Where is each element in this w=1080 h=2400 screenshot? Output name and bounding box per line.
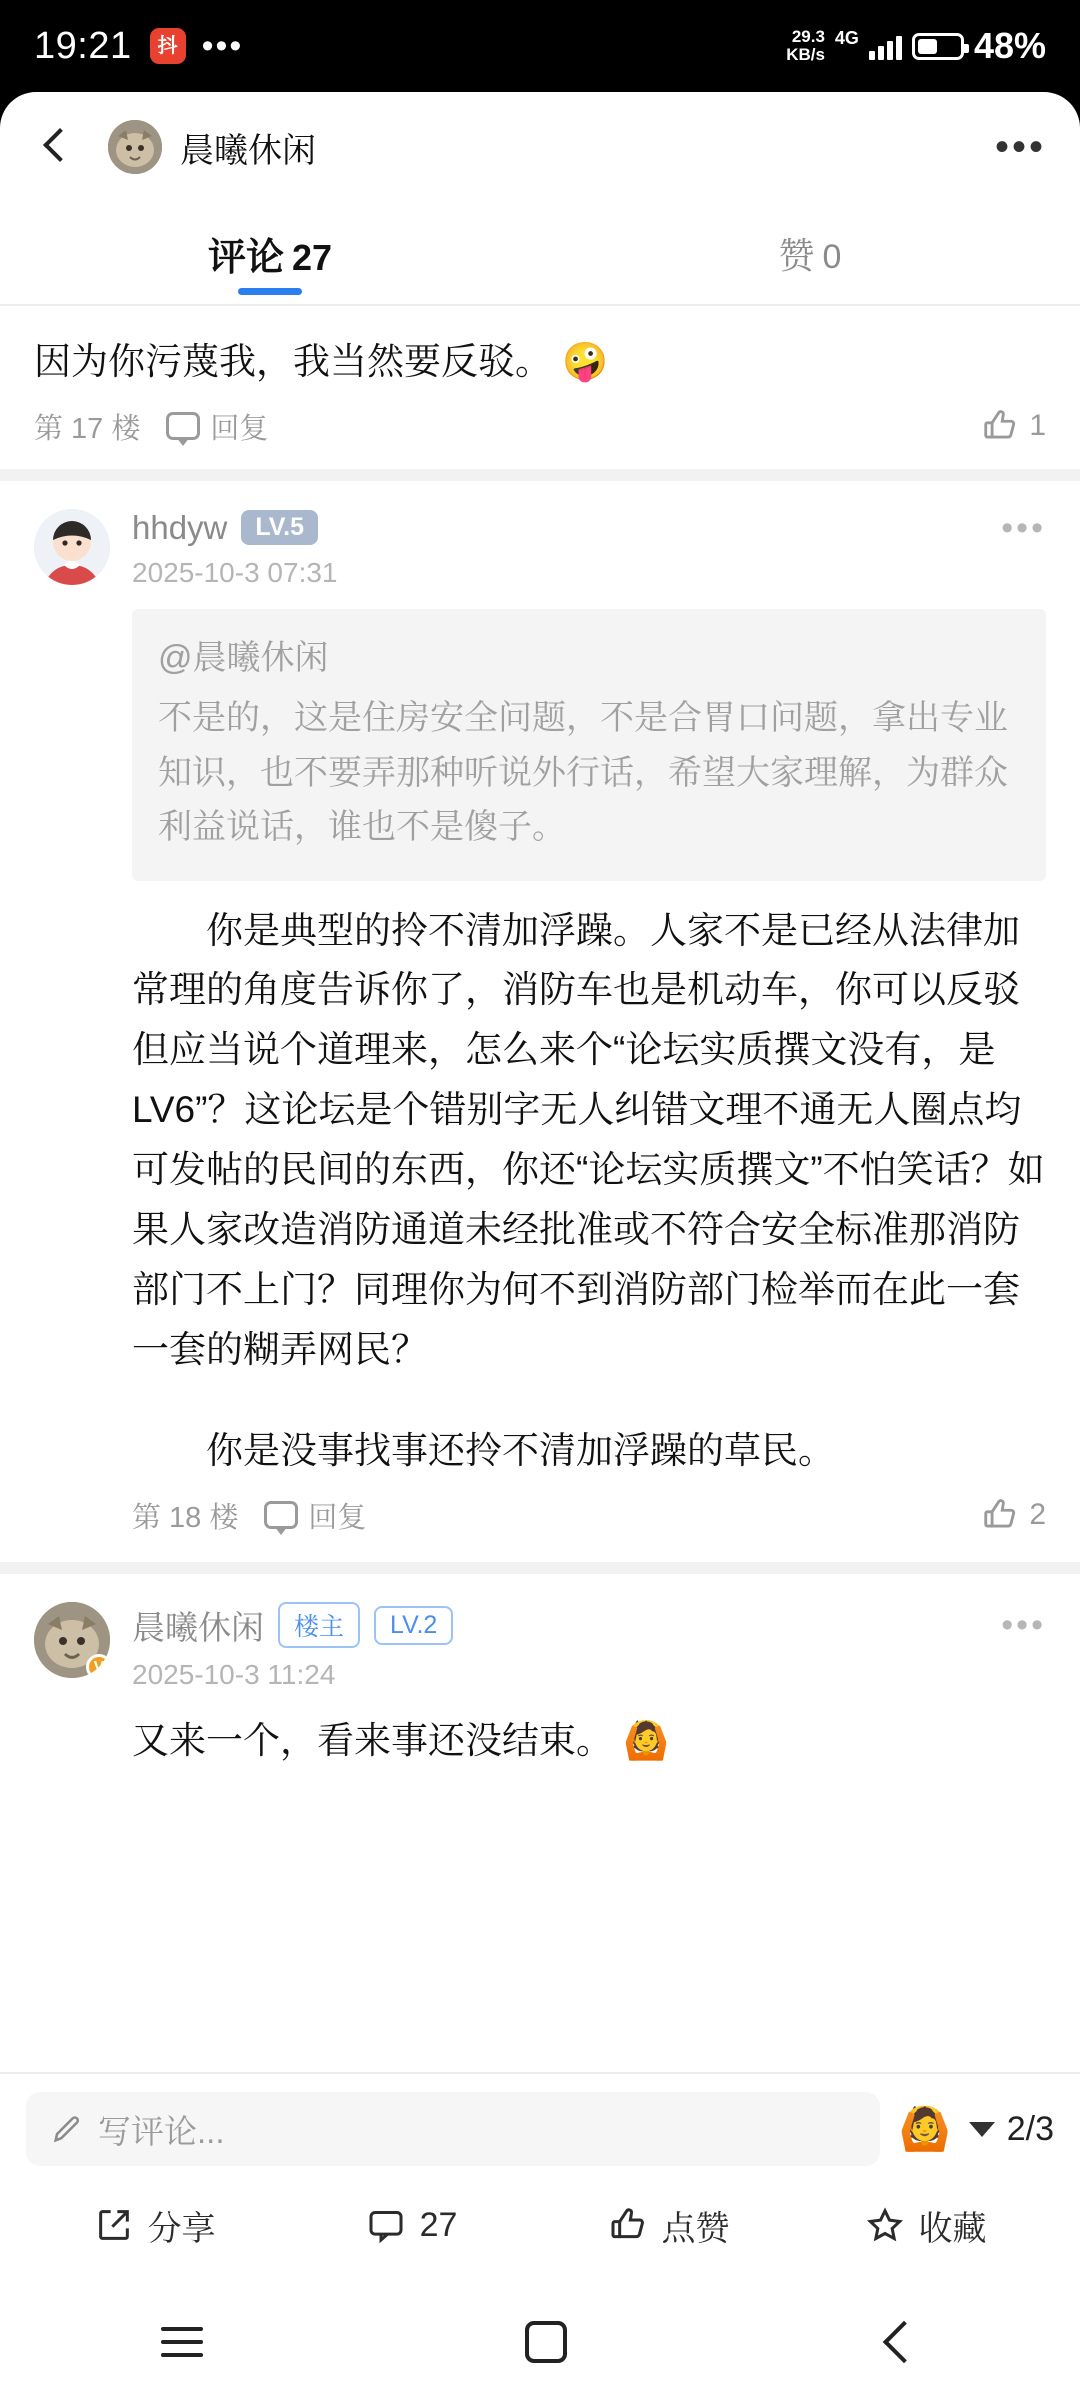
like-label: 点赞 (661, 2209, 730, 2248)
comment-time: 2025-10-3 07:31 (132, 556, 338, 588)
owner-badge-icon: V (86, 1654, 110, 1678)
commenter-name[interactable]: 晨曦休闲 (132, 1608, 264, 1646)
comment-button[interactable] (283, 2205, 540, 2245)
signal-icon (869, 32, 902, 60)
favorite-label: 收藏 (918, 2209, 987, 2248)
status-overflow-icon: ••• (201, 27, 244, 65)
tab-comments-count: 27 (291, 236, 333, 278)
like-count: 2 (1029, 1498, 1046, 1532)
comment-body (132, 1602, 1046, 1771)
star-icon (865, 2205, 905, 2245)
status-bar (0, 0, 1080, 92)
reply-label: 回复 (308, 1501, 367, 1534)
comment-more-icon[interactable]: ••• (1001, 508, 1046, 547)
quote-mention: @晨曦休闲 (158, 638, 329, 677)
avatar[interactable] (34, 1602, 110, 1678)
level-badge: LV.5 (241, 510, 318, 545)
action-bar (26, 2166, 1054, 2284)
system-nav-bar (0, 2284, 1080, 2400)
like-count: 1 (1029, 409, 1046, 443)
pencil-icon (50, 2112, 84, 2146)
thumbsup-icon (981, 407, 1019, 445)
comment-more-icon[interactable]: ••• (1001, 1606, 1046, 1645)
app-container (0, 92, 1080, 2284)
reply-icon (166, 412, 200, 440)
level-badge: LV.2 (374, 1606, 453, 1645)
page-selector[interactable] (969, 2110, 1054, 2149)
page-indicator: 2/3 (1006, 2109, 1054, 2148)
battery-percent: 48% (973, 25, 1046, 66)
tab-bar (0, 202, 1080, 306)
comment-paragraph-2: 你是没事找事还拎不清加浮躁的草民。 (206, 1429, 835, 1471)
reply-button[interactable] (264, 1495, 366, 1536)
network-speed-value: 29.3 (791, 27, 825, 47)
chevron-down-icon (969, 2122, 995, 2137)
network-speed (786, 28, 825, 64)
page-title: 晨曦休闲 (180, 131, 316, 170)
tab-comments-label: 评论 (207, 236, 284, 279)
comment-header (132, 1602, 1046, 1649)
comment-body (132, 509, 1046, 1562)
comment-item-owner[interactable] (0, 1574, 1080, 1771)
comment-count: 27 (419, 2205, 458, 2244)
thumbsup-icon (981, 1496, 1019, 1534)
tab-comments[interactable] (0, 226, 540, 281)
comment-text: 因为你污蔑我，我当然要反驳。 🤪 (34, 341, 609, 382)
like-button[interactable] (981, 407, 1046, 445)
notification-badge-icon: 抖 (150, 28, 186, 64)
comment-input[interactable] (26, 2092, 880, 2166)
comment-item-17[interactable] (0, 306, 1080, 469)
comment-input-placeholder: 写评论... (98, 2112, 225, 2150)
comment-item-18[interactable] (0, 481, 1080, 1562)
reply-icon (264, 1501, 298, 1529)
comment-feed[interactable] (0, 306, 1080, 2284)
tab-likes-label: 赞 (778, 234, 815, 276)
reply-label: 回复 (210, 412, 269, 445)
menu-icon[interactable] (161, 2327, 203, 2357)
like-button[interactable] (981, 1496, 1046, 1534)
comment-paragraph-1: 你是典型的拎不清加浮躁。人家不是已经从法律加常理的角度告诉你了，消防车也是机动车，你可以反驳但应当说个道理来，怎么来个“论坛实质撰文没有，是LV6”？这论坛是个错别字无人纠错文理不通无人圈点均可发帖的民间的东西，你还“论坛实质撰文”不怕笑话？如果人家改造消防通道未经批准或不符合安全标准那消防部门不上门？同理你为何不到消防部门检举而在此一套一套的糊弄网民？ (132, 909, 1045, 1371)
share-icon (94, 2205, 134, 2245)
composer-row (26, 2092, 1054, 2166)
top-bar (0, 92, 1080, 202)
back-icon[interactable] (883, 2321, 925, 2363)
more-options-icon[interactable]: ••• (994, 125, 1046, 169)
commenter-name[interactable]: hhdyw (132, 508, 228, 546)
comment-icon (366, 2205, 406, 2245)
home-icon[interactable] (525, 2321, 567, 2363)
comment-time: 2025-10-3 11:24 (132, 1658, 336, 1690)
section-divider (0, 469, 1080, 481)
battery-icon (912, 33, 964, 60)
bottom-bar (0, 2072, 1080, 2284)
back-icon[interactable] (34, 125, 78, 169)
quoted-comment (132, 609, 1046, 881)
author-avatar[interactable] (108, 120, 162, 174)
comment-meta (34, 392, 1046, 469)
favorite-button[interactable] (797, 2201, 1054, 2250)
tab-likes[interactable] (540, 228, 1080, 279)
comment-text (132, 901, 1046, 1481)
thumbsup-icon (608, 2205, 648, 2245)
network-type: 4G (834, 27, 859, 48)
comment-floor: 第 17 楼 (34, 412, 141, 445)
reply-button[interactable] (166, 406, 268, 447)
emoji-icon[interactable]: 🙆 (898, 2105, 951, 2152)
comment-floor: 第 18 楼 (132, 1501, 239, 1534)
tab-likes-count: 0 (822, 237, 842, 276)
share-button[interactable] (26, 2201, 283, 2250)
network-speed-unit: KB/s (786, 45, 825, 64)
section-divider (0, 1562, 1080, 1574)
comment-text: 又来一个，看来事还没结束。 🙆 (132, 1719, 670, 1761)
share-label: 分享 (147, 2209, 216, 2248)
thread-owner-badge: 楼主 (278, 1602, 360, 1648)
quote-text: 不是的，这是住房安全问题，不是合胃口问题，拿出专业知识，也不要弄那种听说外行话，希望大家理解，为群众利益说话，谁也不是傻子。 (158, 699, 1008, 847)
status-right-cluster (786, 25, 1046, 67)
like-button[interactable] (540, 2201, 797, 2250)
status-time: 19:21 (34, 24, 132, 67)
comment-header (132, 509, 1046, 547)
avatar[interactable] (34, 509, 110, 585)
comment-meta (132, 1481, 1046, 1562)
